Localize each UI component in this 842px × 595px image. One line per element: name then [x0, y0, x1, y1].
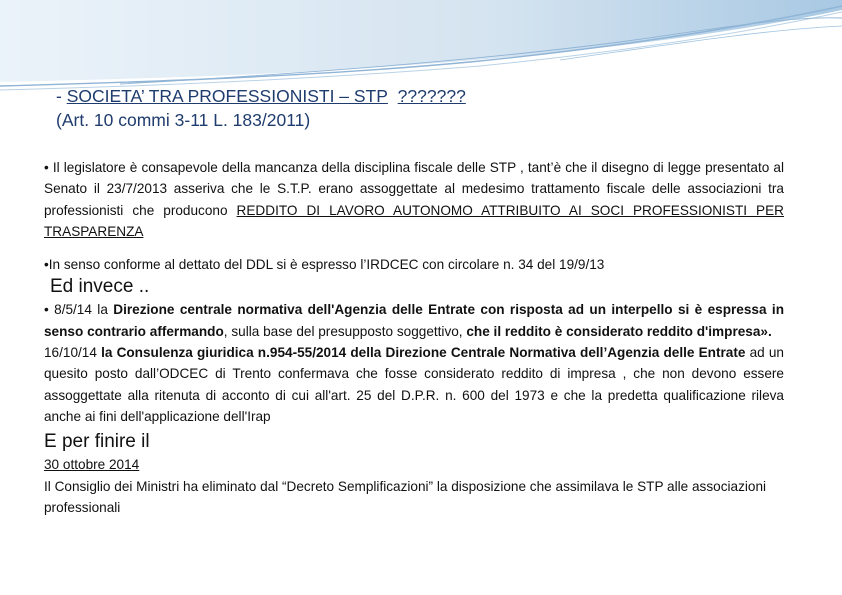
title-suffix: ???????: [397, 86, 466, 106]
heading-e-per-finire: E per finire il: [44, 431, 150, 453]
slide-subtitle: (Art. 10 commi 3-11 L. 183/2011): [56, 110, 311, 130]
paragraph-agenzia-2014: [44, 299, 784, 342]
date-text: • 8/5/14 la: [44, 302, 114, 318]
bold-text: Direzione centrale normativa dell'Agenzia delle Entrate con risposta ad un interpello si è espressa in senso contrario affermando: [44, 302, 784, 339]
paragraph-legislatore: [44, 157, 784, 242]
title-main: SOCIETA’ TRA PROFESSIONISTI – STP: [66, 86, 388, 106]
paragraph-text: , sulla base del presupposto soggettivo,: [223, 323, 467, 339]
bold-text: la Consulenza giuridica n.954-55/2014 della Direzione Centrale Normativa dell’Agenzia delle Entrate: [101, 345, 746, 361]
slide-body: [44, 157, 784, 518]
paragraph-consulenza: [44, 342, 784, 427]
paragraph-consiglio: Il Consiglio dei Ministri ha eliminato dal “Decreto Semplificazioni” la disposizione che assimilava le STP alle associazioni professionali: [44, 478, 767, 515]
title-block: [56, 84, 796, 132]
date-text: 16/10/14: [44, 345, 102, 361]
slide-title: [56, 84, 796, 108]
bold-text: che il reddito è considerato reddito d'impresa».: [466, 323, 772, 339]
heading-ed-invece: Ed invece ..: [50, 276, 150, 298]
underlined-text: REDDITO DI LAVORO AUTONOMO ATTRIBUITO AI SOCI PROFESSIONISTI PER TRASPARENZA: [44, 202, 785, 239]
bullet: •: [44, 160, 53, 175]
title-prefix: -: [56, 86, 67, 106]
paragraph-text: Il legislatore è consapevole della mancanza della disciplina fiscale delle STP , tant’è che il disegno di legge presentato al Senato il 23/7/2013 asseriva che le S.T.P. erano assoggettate al medesimo trattamento fiscale delle associazioni tra professionisti che producono: [44, 160, 784, 218]
paragraph-text: ad un quesito posto dall’ODCEC di Trento confermava che fosse considerato reddito di impresa , che non devono essere assoggettate alla ritenuta di acconto di cui all'art. 25 del D.P.R. n. 600 del 1973 e che la predetta qualificazione rileva anche ai fini dell'applicazione dell'Irap: [44, 345, 784, 424]
paragraph-irdcec: •In senso conforme al dettato del DDL si è espresso l’IRDCEC con circolare n. 34 del 19/9/13: [44, 257, 605, 273]
date-label: 30 ottobre 2014: [44, 457, 140, 473]
